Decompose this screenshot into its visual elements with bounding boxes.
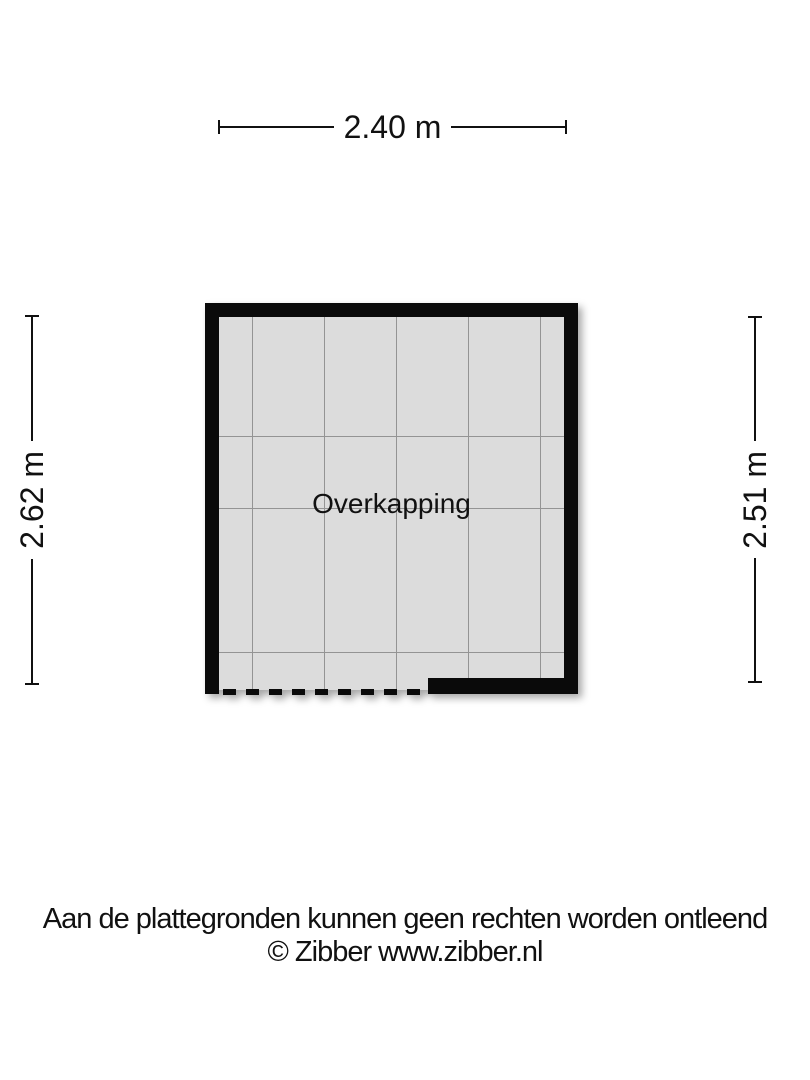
room-floor: [219, 317, 564, 690]
open-side-dashed-line: [223, 689, 427, 695]
dimension-line: [451, 126, 565, 128]
dimension-line: [754, 558, 756, 681]
floor-grid-line: [219, 652, 564, 653]
dimension-left: [14, 315, 50, 685]
dimension-end-tick: [748, 681, 762, 683]
floor-grid-line: [540, 317, 541, 690]
dimension-top: [218, 110, 567, 144]
wall-bottom-right: [428, 678, 578, 694]
footer: [0, 903, 810, 969]
dimension-end-tick: [25, 683, 39, 685]
dimension-line: [31, 559, 33, 683]
dimension-end-tick: [565, 120, 567, 134]
room-label: Overkapping: [312, 487, 471, 519]
dimension-top-label: 2.40 m: [343, 109, 442, 145]
room-overkapping: [205, 303, 578, 694]
dimension-right-label: 2.51 m: [737, 450, 773, 549]
floor-grid-line: [219, 436, 564, 437]
disclaimer-text: Aan de plattegronden kunnen geen rechten worden ontleend: [42, 903, 768, 935]
dimension-left-label: 2.62 m: [14, 451, 50, 549]
wall-top: [205, 303, 578, 317]
dimension-line: [754, 318, 756, 441]
dimension-line: [220, 126, 334, 128]
credit-text: © Zibber www.zibber.nl: [267, 936, 543, 968]
wall-left: [205, 303, 219, 694]
floor-grid-line: [252, 317, 253, 690]
wall-right: [564, 303, 578, 694]
dimension-line: [31, 317, 33, 441]
dimension-right: [737, 316, 773, 683]
